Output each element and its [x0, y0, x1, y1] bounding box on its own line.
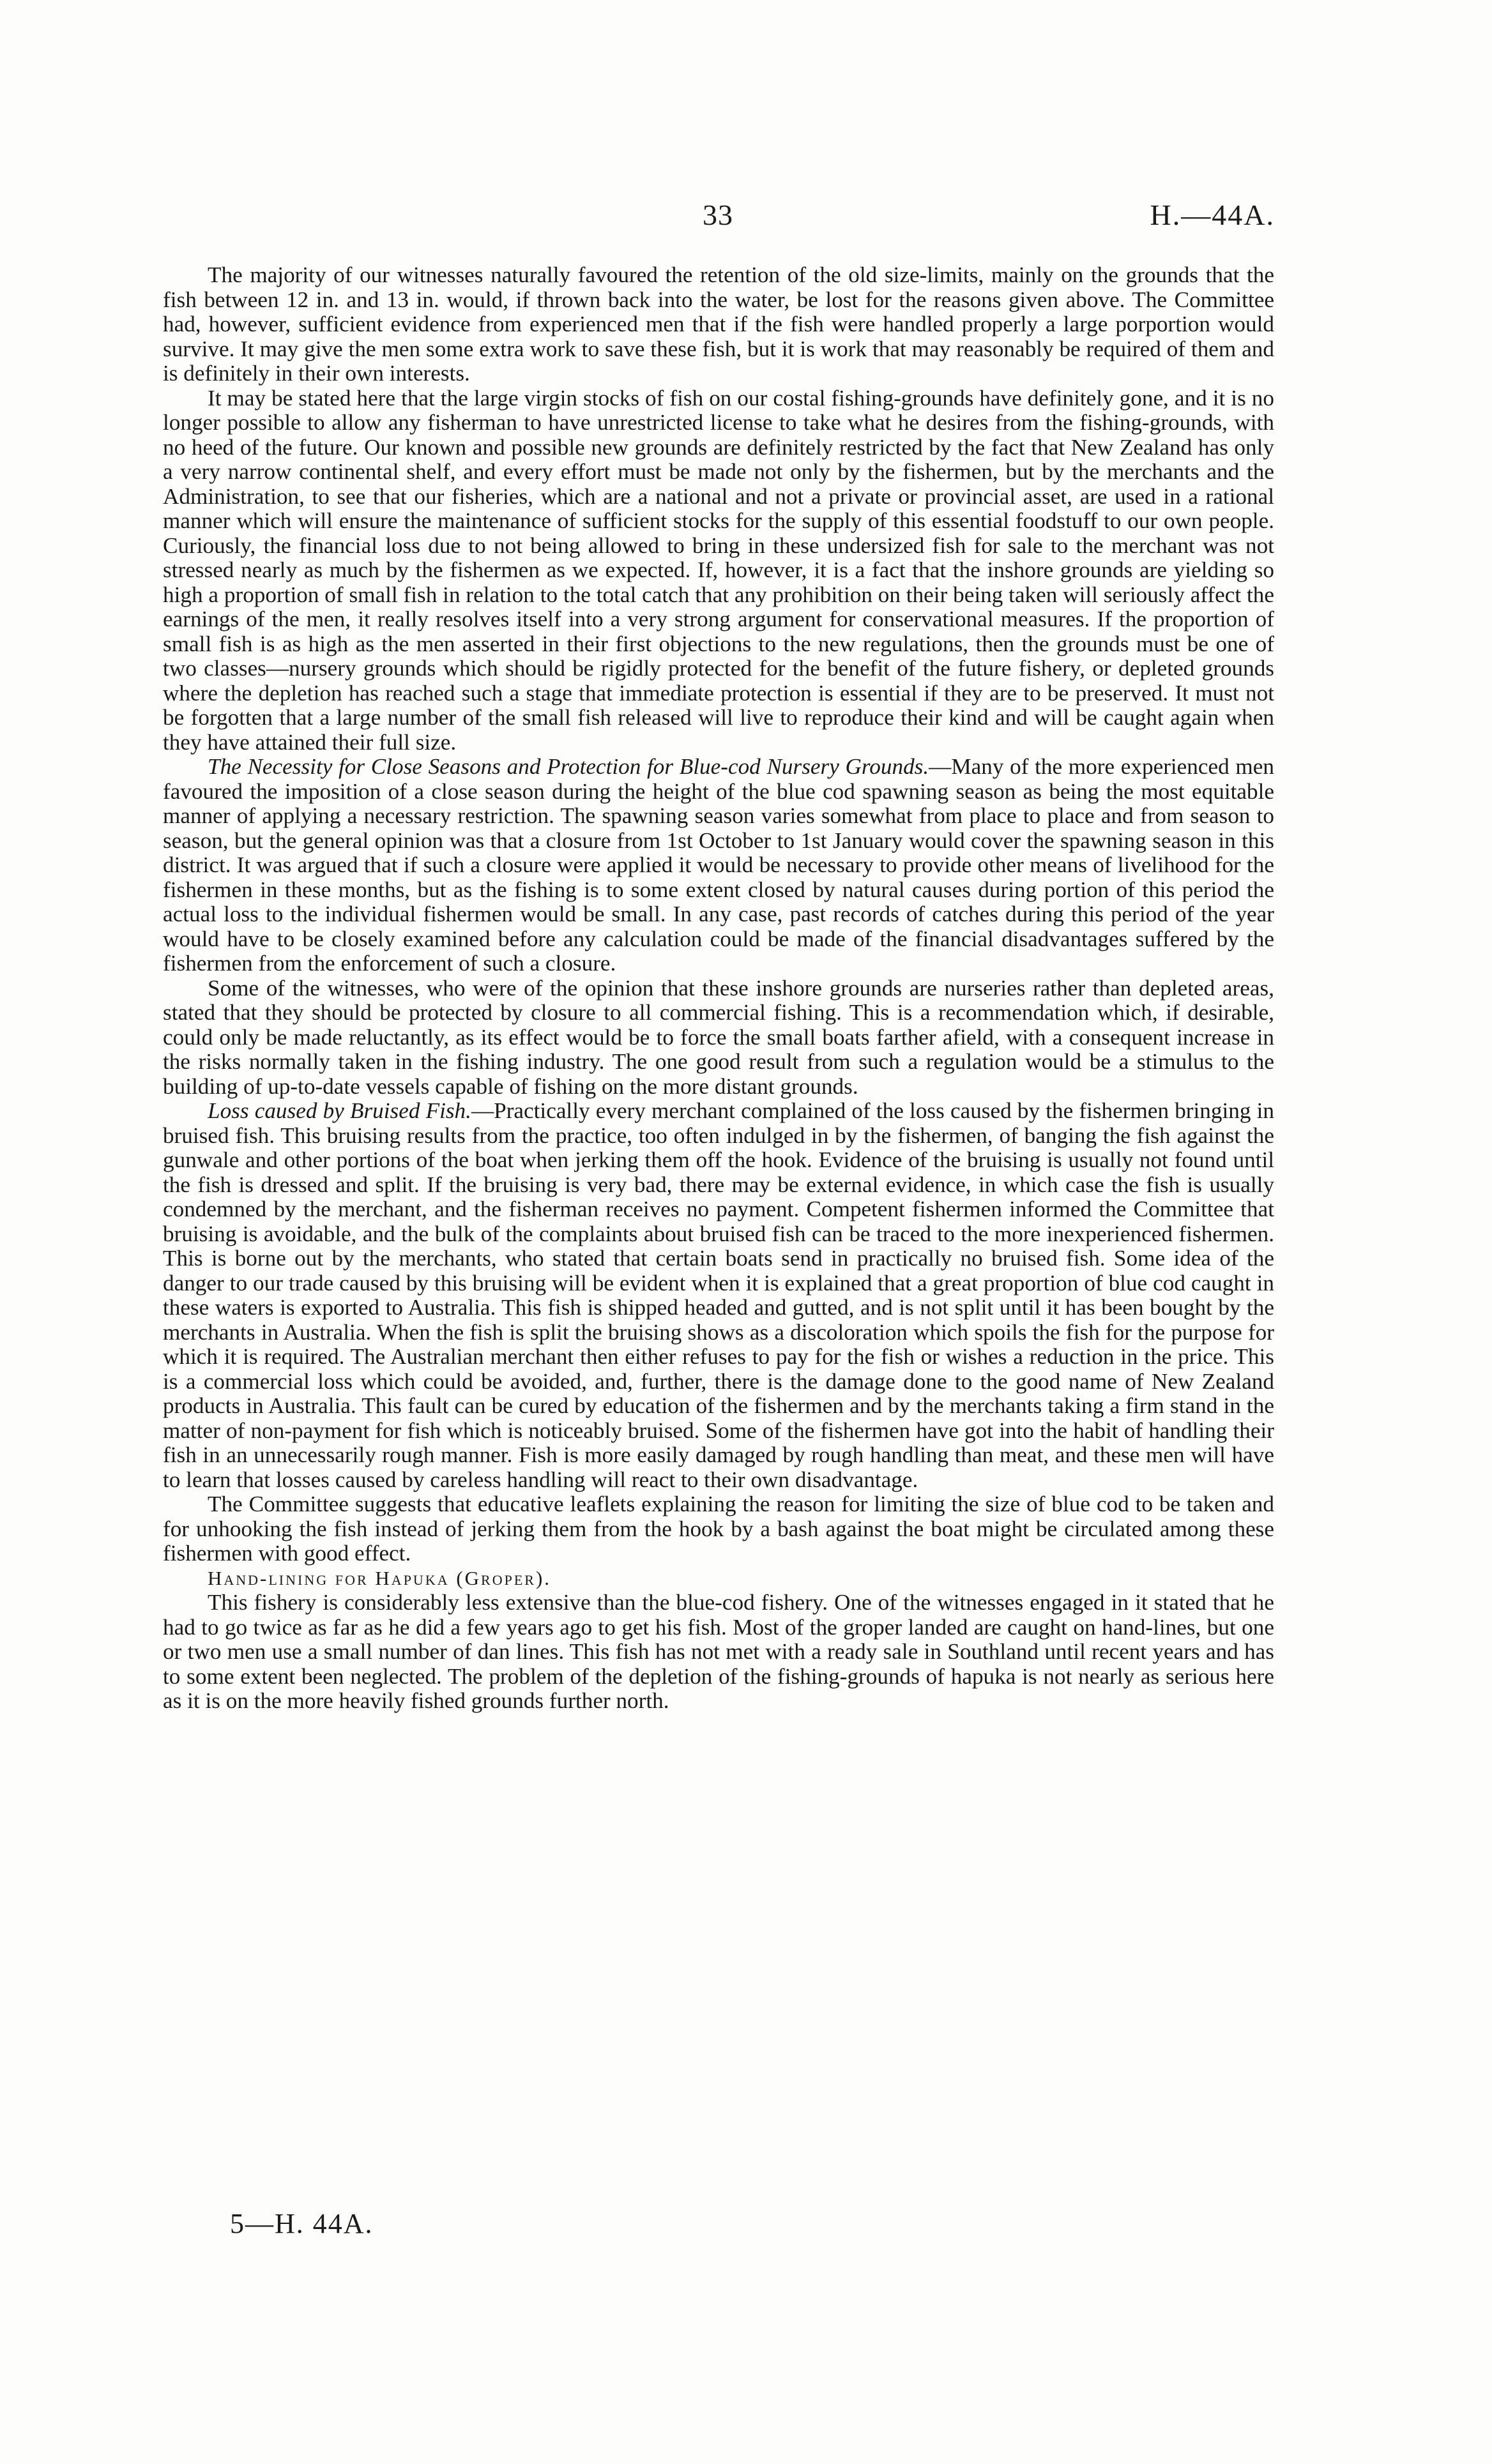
paragraph-lead-heading: The Necessity for Close Seasons and Protection for Blue-cod Nursery Grounds.	[208, 754, 929, 779]
paragraph-nursery-grounds: Some of the witnesses, who were of the opinion that these inshore grounds are nurseries rather than depleted areas, stated that they should be protected by closure to all commercial fishing. This is a recommendation which, if desirable, could only be made reluctantly, as its effect would be to force the small boats farther afield, with a consequent increase in the risks normally taken in the fishing industry. The one good result from such a regulation would be a stimulus to the building of up-to-date vessels capable of fishing on the more distant grounds.	[163, 975, 1274, 1099]
paragraph-lead-heading: Loss caused by Bruised Fish.	[208, 1098, 471, 1123]
page-number: 33	[703, 199, 733, 231]
paragraph-hapuka-fishery: This fishery is considerably less extensive than the blue-cod fishery. One of the witnesses engaged in it stated that he had to go twice as far as he did a few years ago to get his fish. Most of the groper landed are caught on hand-lines, but one or two men use a small number of dan lines. This fish has not met with a ready sale in Southland until recent years and has to some extent been neglected. The problem of the depletion of the fishing-grounds of hapuka is not nearly as serious here as it is on the more heavily fished grounds further north.	[163, 1590, 1274, 1713]
body-text	[163, 263, 1274, 1714]
footer-reference: 5—H. 44A.	[230, 2208, 374, 2239]
page-header	[0, 198, 1492, 243]
paragraph-close-seasons: The Necessity for Close Seasons and Protection for Blue-cod Nursery Grounds.—Many of the more experienced men favoured the imposition of a close season during the height of the blue cod spawning season as being the most equitable manner of applying a necessary restriction. The spawning season varies somewhat from place to place and from season to season, but the general opinion was that a closure from 1st October to 1st January would cover the spawning season in this district. It was argued that if such a closure were applied it would be necessary to provide other means of livelihood for the fishermen in these months, but as the fishing is to some extent closed by natural causes during portion of this period the actual loss to the individual fishermen would be small. In any case, past records of catches during this period of the year would have to be closely examined before any calculation could be made of the financial disadvantages suffered by the fishermen from the enforcement of such a closure.	[163, 754, 1274, 976]
paragraph-size-limits: The majority of our witnesses naturally favoured the retention of the old size-limits, mainly on the grounds that the fish between 12 in. and 13 in. would, if thrown back into the water, be lost for the reasons given above. The Committee had, however, sufficient evidence from experienced men that if the fish were handled properly a large porportion would survive. It may give the men some extra work to save these fish, but it is work that may reasonably be required of them and is definitely in their own interests.	[163, 262, 1274, 386]
paragraph-bruised-fish: Loss caused by Bruised Fish.—Practically every merchant complained of the loss caused by the fishermen bringing in bruised fish. This bruising results from the practice, too often indulged in by the fishermen, of banging the fish against the gunwale and other portions of the boat when jerking them off the hook. Evidence of the bruising is usually not found until the fish is dressed and split. If the bruising is very bad, there may be external evidence, in which case the fish is usually condemned by the merchant, and the fisherman receives no payment. Competent fishermen informed the Committee that bruising is avoidable, and the bulk of the complaints about bruised fish can be traced to the more inexperienced fishermen. This is borne out by the merchants, who stated that certain boats send in practically no bruised fish. Some idea of the danger to our trade caused by this bruising will be evident when it is explained that a great proportion of blue cod caught in these waters is exported to Australia. This fish is shipped headed and gutted, and is not split until it has been bought by the merchants in Australia. When the fish is split the bruising shows as a discoloration which spoils the fish for the purpose for which it is required. The Australian merchant then either refuses to pay for the fish or wishes a reduction in the price. This is a commercial loss which could be avoided, and, further, there is the damage done to the good name of New Zealand products in Australia. This fault can be cured by education of the fishermen and by the merchants taking a firm stand in the matter of non-payment for fish which is noticeably bruised. Some of the fishermen have got into the habit of handling their fish in an unnecessarily rough manner. Fish is more easily damaged by rough handling than meat, and these men will have to learn that losses caused by careless handling will react to their own disadvantage.	[163, 1098, 1274, 1492]
paragraph-virgin-stocks: It may be stated here that the large virgin stocks of fish on our costal fishing-grounds have definitely gone, and it is no longer possible to allow any fisherman to have unrestricted license to take what he desires from the fishing-grounds, with no heed of the future. Our known and possible new grounds are definitely restricted by the fact that New Zealand has only a very narrow continental shelf, and every effort must be made not only by the fishermen, but by the merchants and the Administration, to see that our fisheries, which are a national and not a private or provincial asset, are used in a rational manner which will ensure the maintenance of sufficient stocks for the supply of this essential foodstuff to our own people. Curiously, the financial loss due to not being allowed to bring in these undersized fish for sale to the merchant was not stressed nearly as much by the fishermen as we expected. If, however, it is a fact that the inshore grounds are yielding so high a proportion of small fish in relation to the total catch that any prohibition on their being taken will seriously affect the earnings of the men, it really resolves itself into a very strong argument for conservational measures. If the proportion of small fish is as high as the men asserted in their first objections to the new regulations, then the grounds must be one of two classes—nursery grounds which should be rigidly protected for the benefit of the future fishery, or depleted grounds where the depletion has reached such a stage that immediate protection is essential if they are to be preserved. It must not be forgotten that a large number of the small fish released will live to reproduce their kind and will be caught again when they have attained their full size.	[163, 385, 1274, 755]
document-reference: H.—44A.	[1150, 199, 1275, 231]
paragraph-leaflets: The Committee suggests that educative leaflets explaining the reason for limiting the size of blue cod to be taken and for unhooking the fish instead of jerking them from the hook by a bash against the boat might be circulated among these fishermen with good effect.	[163, 1492, 1274, 1566]
section-heading: Hand-lining for Hapuka (Groper).	[208, 1566, 552, 1589]
